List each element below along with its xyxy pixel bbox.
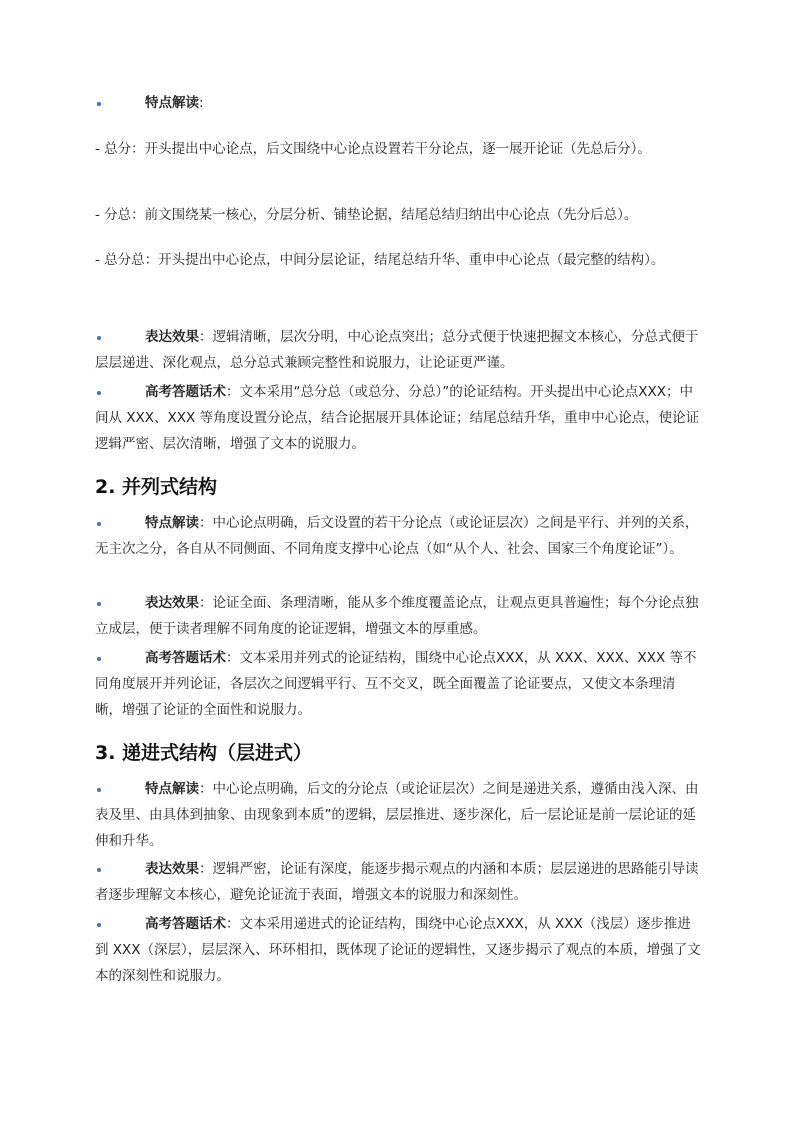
bullet-point-s2: 特点解读：中心论点明确，后文设置的若干分论点（或论证层次）之间是平行、并列的关系，无主次之分，各自从不同侧面、不同角度支撑中心论点（如“从个人、社会、国家三个角度论证”）。	[95, 510, 701, 562]
bullet-answer-s3: 高考答题话术：文本采用递进式的论证结构，围绕中心论点XXX，从 XXX（浅层）逐步推进到 XXX（深层），层层深入、环环相扣，既体现了论证的逻辑性，又逐步揭示了观点的本质，增强了文本的深刻性和说服力。	[95, 911, 701, 989]
label-point: 特点解读	[145, 95, 199, 111]
bullet-effect-s3: 表达效果：逻辑严密，论证有深度，能逐步揭示观点的内涵和本质；层层递进的思路能引导读者逐步理解文本核心，避免论证流于表面，增强文本的说服力和深刻性。	[95, 856, 701, 908]
item-fenzong: - 分总：前文围绕某一核心，分层分析、铺垫论据，结尾总结归纳出中心论点（先分后总）。	[95, 207, 638, 223]
bullet-effect-s1: 表达效果：逻辑清晰，层次分明，中心论点突出；总分式便于快速把握文本核心，分总式便于层层递进、深化观点，总分总式兼顾完整性和说服力，让论证更严谨。	[95, 324, 701, 376]
bullet-answer-s2: 高考答题话术：文本采用并列式的论证结构，围绕中心论点XXX，从 XXX、XXX、XXX 等不同角度展开并列论证，各层次之间逻辑平行、互不交叉，既全面覆盖了论证要点，又使文本条理清晰，增强了论证的全面性和说服力。	[95, 645, 701, 723]
heading-section3: 3. 递进式结构（层进式）	[95, 742, 313, 764]
item-zongfenzong: - 总分总：开头提出中心论点，中间分层论证，结尾总结升华、重申中心论点（最完整的结构）。	[95, 252, 665, 268]
bullet-point-s1: 特点解读:	[95, 90, 701, 116]
item-zongfen: - 总分：开头提出中心论点，后文围绕中心论点设置若干分论点，逐一展开论证（先总后分）。	[95, 141, 651, 157]
bullet-answer-s1: 高考答题话术：文本采用“总分总（或总分、分总）”的论证结构。开头提出中心论点XXX；中间从 XXX、XXX 等角度设置分论点，结合论据展开具体论证；结尾总结升华，重申中心论点，使论证逻辑严密、层次清晰，增强了文本的说服力。	[95, 379, 701, 457]
heading-section2: 2. 并列式结构	[95, 476, 218, 498]
bullet-point-s3: 特点解读：中心论点明确，后文的分论点（或论证层次）之间是递进关系，遵循由浅入深、由表及里、由具体到抽象、由现象到本质”的逻辑，层层推进、逐步深化，后一层论证是前一层论证的延伸和升华。	[95, 776, 701, 854]
bullet-effect-s2: 表达效果：论证全面、条理清晰，能从多个维度覆盖论点，让观点更具普遍性；每个分论点独立成层，便于读者理解不同角度的论证逻辑，增强文本的厚重感。	[95, 590, 701, 642]
